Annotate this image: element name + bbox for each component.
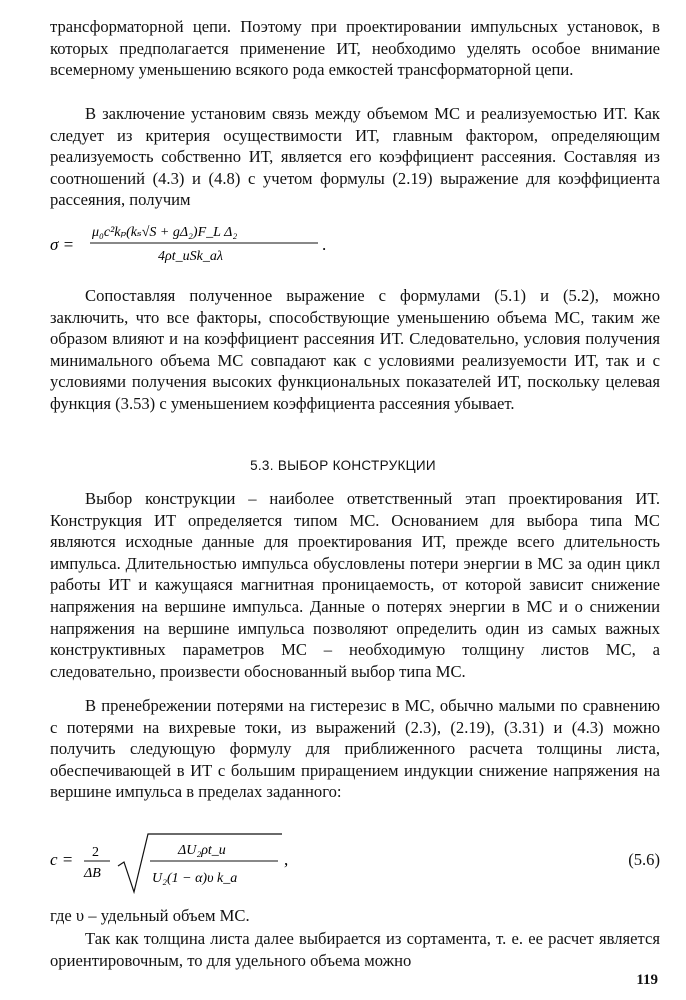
formula-number: (5.6) (628, 850, 660, 869)
paragraph-5: В пренебрежении потерями на гистерезис в МС, обычно малыми по сравнению с потерями на вихревые токи, из выражений (2.3), (2.19), (3.31) и (4.3) можно получить следующую формулу для приближенного расчета толщины листа, обеспечивающей в ИТ с большим приращением индукции снижение напряжения на вершине импульса в пределах заданного: (50, 696, 660, 802)
section-heading: 5.3. ВЫБОР КОНСТРУКЦИИ (250, 458, 436, 473)
formula-sigma-svg (50, 222, 350, 268)
formula-thickness-inner-den: U₂(1 − α)υ k_a (152, 871, 238, 886)
paragraph-6: где υ – удельный объем МС. (50, 906, 250, 925)
paragraph-7: Так как толщина листа далее выбирается из сортамента, т. е. ее расчет является ориентировочным, то для удельного объема можно (50, 929, 660, 970)
formula-sigma-denominator: 4ρt_иSk_aλ (158, 249, 223, 264)
formula-thickness-coef-num: 2 (92, 845, 99, 860)
formula-thickness (50, 832, 660, 896)
formula-thickness-lhs: c = (50, 850, 74, 869)
paragraph-2: В заключение установим связь между объемом МС и реализуемостью ИТ. Как следует из критерия осуществимости ИТ, главным фактором, определяющим реализуемость собственно ИТ, является его коэффициент рассеяния. Составляя из соотношений (4.3) и (4.8) с учетом формулы (2.19) выражение для коэффициента рассеяния, получим (50, 104, 660, 210)
formula-sigma-numerator: μ₀c²kₚ(kₛ√S + gΔ₂)F_L Δ₂ (92, 225, 238, 240)
formula-thickness-coef-den: ΔB (84, 866, 101, 881)
formula-thickness-svg (50, 832, 350, 896)
paragraph-4: Выбор конструкции – наиболее ответственный этап проектирования ИТ. Конструкция ИТ определяется типом МС. Основанием для выбора типа МС являются исходные данные для проектирования ИТ, прежде всего длительность импульса. Длительностью импульса обусловлены потери энергии в МС за один цикл работы ИТ и кажущаяся магнитная проницаемость, от которой зависит снижение напряжения на вершине импульса. Данные о потерях энергии в МС и о снижении напряжения на вершине импульса позволяют определить один из самых важных конструктивных параметров МС – необходимую толщину листов МС, а следовательно, произвести обоснованный выбор типа МС. (50, 489, 660, 681)
formula-sigma-period: . (322, 235, 327, 254)
formula-thickness-comma: , (284, 850, 289, 869)
page-number: 119 (636, 972, 658, 988)
formula-sigma (50, 222, 350, 268)
formula-thickness-inner-num: ΔU₂ρt_и (178, 843, 226, 858)
paragraph-3: Сопоставляя полученное выражение с формулами (5.1) и (5.2), можно заключить, что все факторы, способствующие уменьшению объема МС, таким же образом влияют и на коэффициент рассеяния ИТ. Следовательно, условия получения минимального объема МС совпадают как с условиями реализуемости ИТ, так и с условиями получения высоких функциональных показателей ИТ, поскольку целевая функция (3.53) с уменьшением коэффициента рассеяния убывает. (50, 286, 660, 413)
paragraph-1: трансформаторной цепи. Поэтому при проектировании импульсных установок, в которых предполагается применение ИТ, необходимо уделять особое внимание всемерному уменьшению всякого рода емкостей трансформаторной цепи. (50, 17, 660, 80)
formula-sigma-lhs: σ = (50, 235, 75, 254)
